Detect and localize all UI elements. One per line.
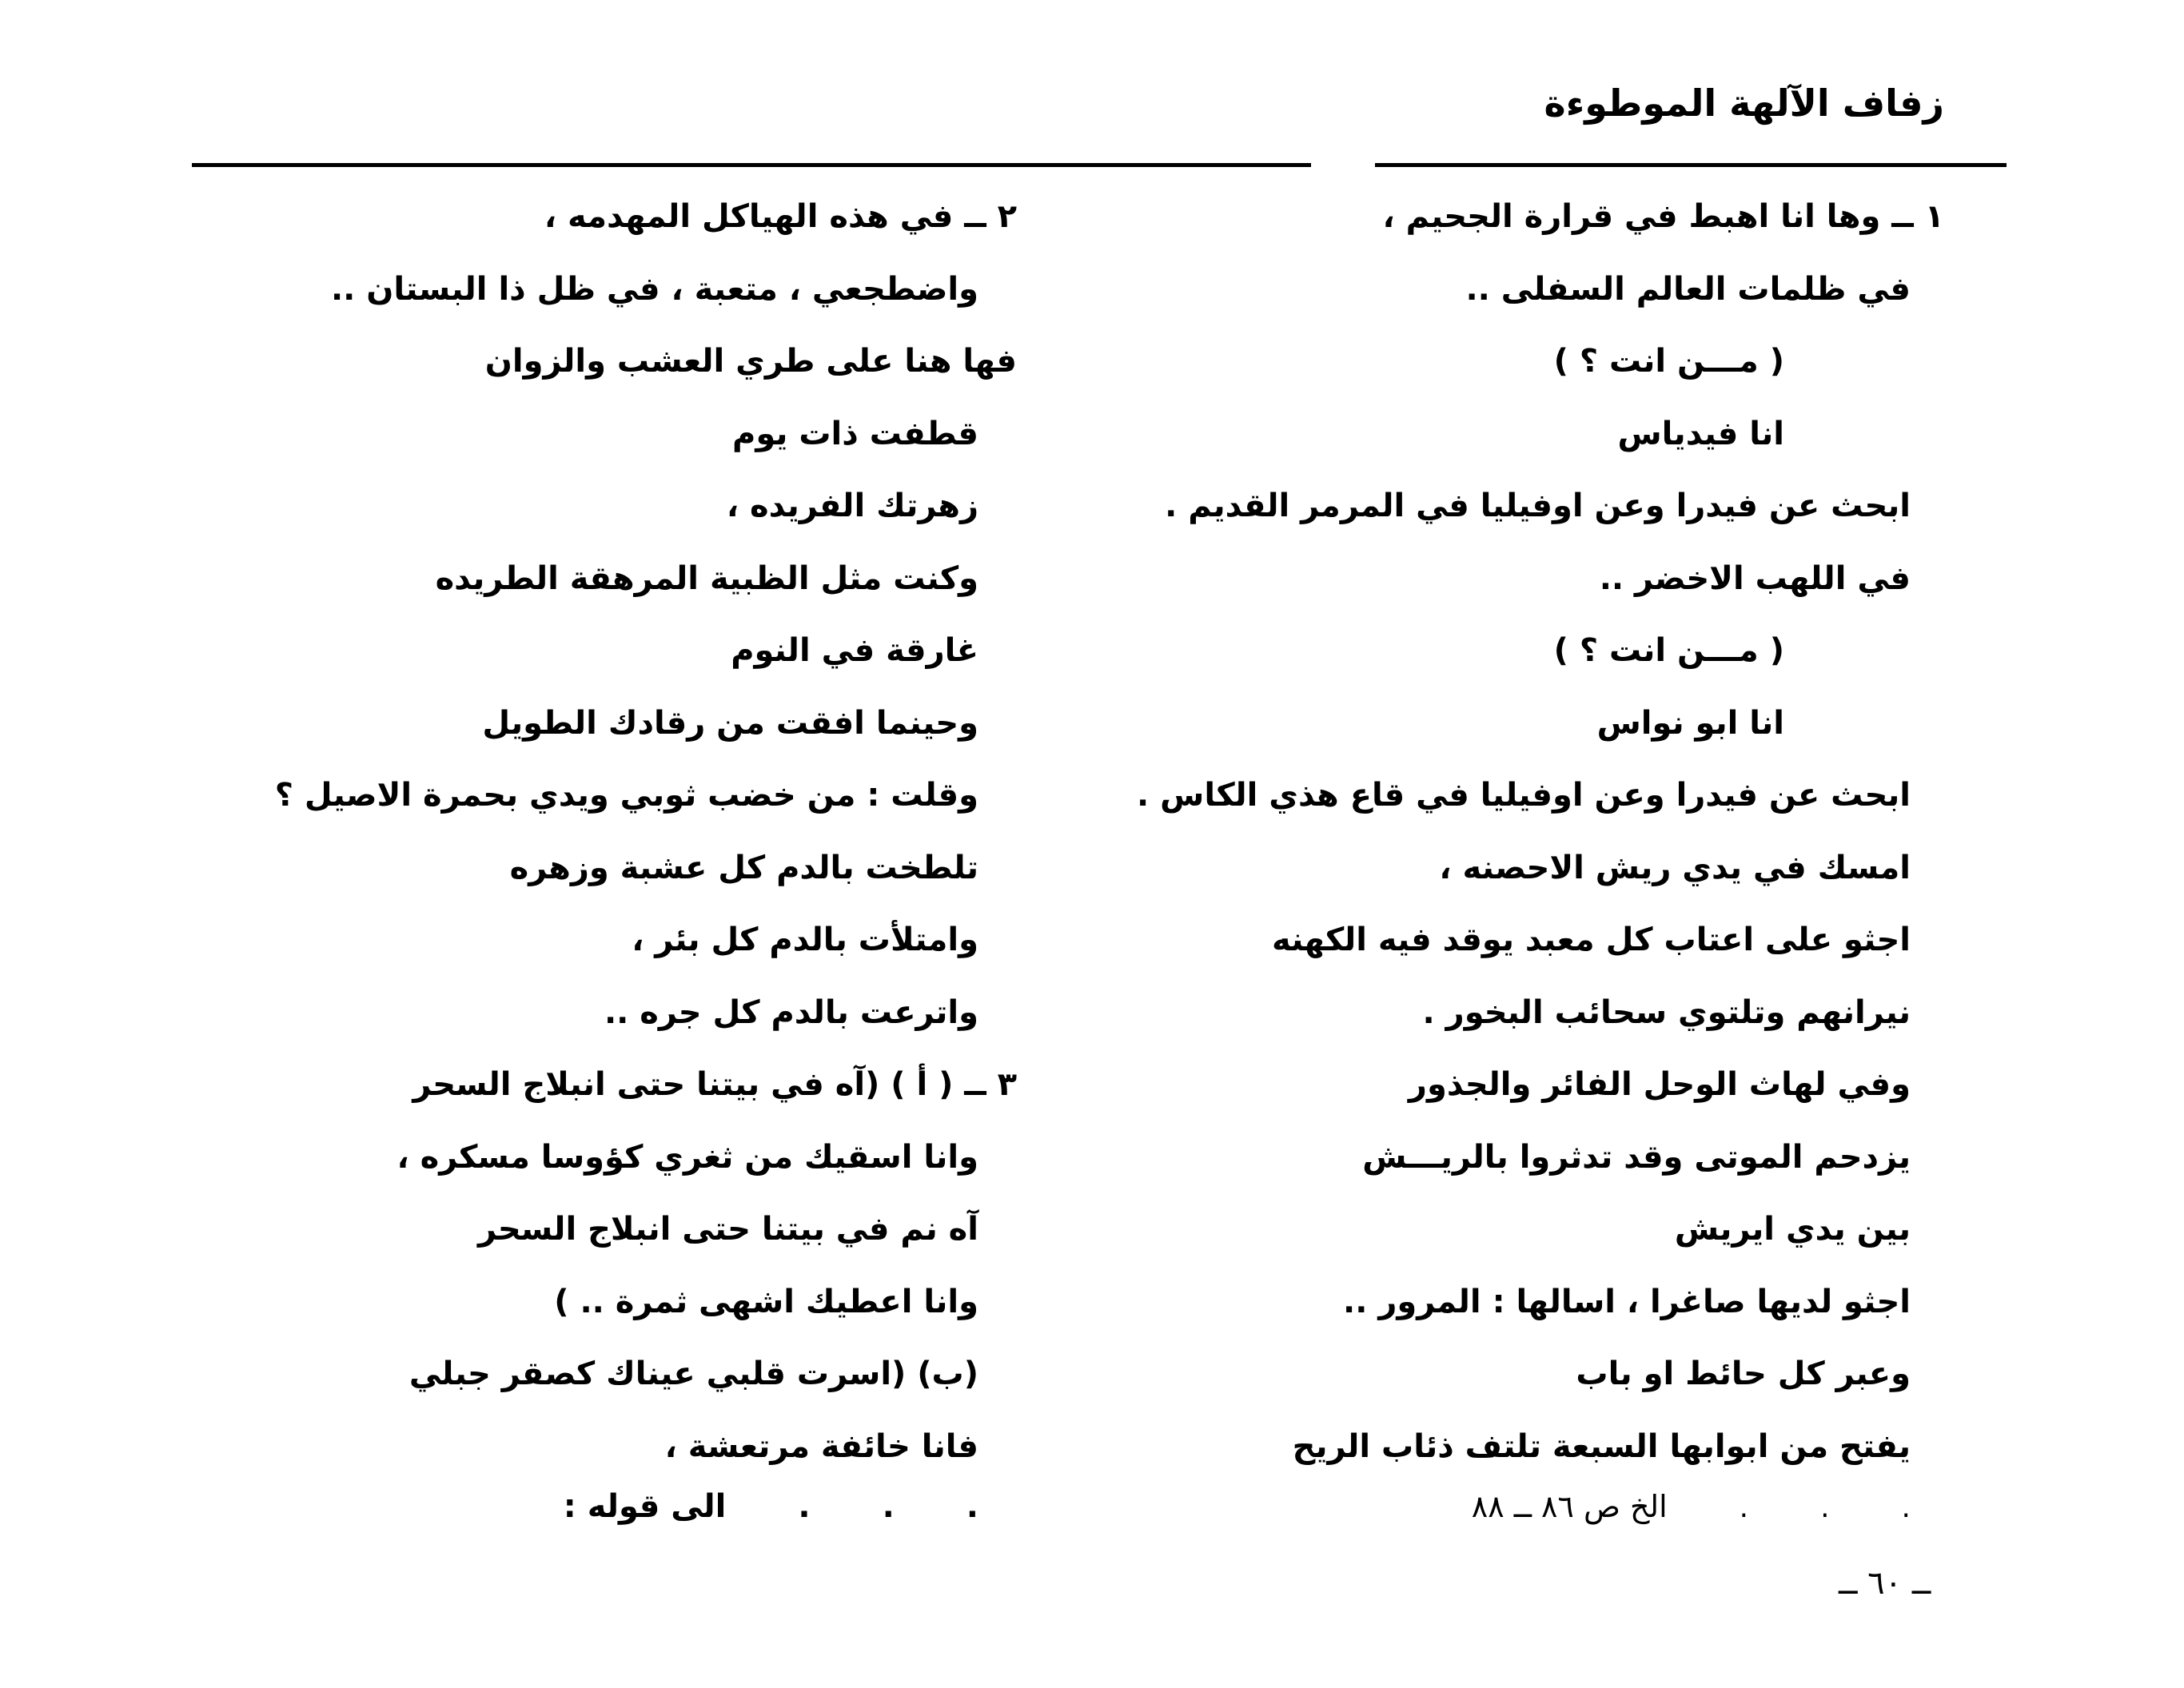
verse-line: ( مـــن انت ؟ ) [1553, 343, 1784, 380]
verse-line: وامتلأت بالدم كل بئر ، [632, 922, 978, 958]
ellipsis-dot: . [1820, 1491, 1830, 1524]
verse-line: ( مـــن انت ؟ ) [1553, 632, 1784, 669]
verse-line: وحينما افقت من رقادك الطويل [482, 704, 978, 742]
verse-line: في ظلمات العالم السفلى .. [1465, 270, 1911, 308]
verse-line: يزدحم الموتى وقد تدثروا بالريـــش [1362, 1138, 1911, 1176]
header-rule-right [1375, 163, 2007, 167]
poem-column-right [921, 181, 1944, 1531]
verse-line: بين يدي ايريش [1674, 1211, 1911, 1248]
verse-line: غارقة في النوم [731, 632, 978, 669]
poem-column-left [185, 181, 1017, 1531]
ellipsis-dot: . [882, 1488, 895, 1525]
verse-line: واضطجعي ، متعبة ، في ظل ذا البستان .. [330, 270, 978, 308]
page-number: ــ ٦٠ ــ [1839, 1565, 1931, 1602]
ellipsis-lead-in [185, 1483, 1017, 1531]
ellipsis-dot: . [1901, 1491, 1911, 1524]
verse-line: وانا اسقيك من ثغري كؤوسا مسكره ، [397, 1138, 978, 1176]
verse-line: فانا خائفة مرتعشة ، [664, 1427, 978, 1465]
verse-line: انا فيدياس [1617, 415, 1784, 452]
verse-line: انا ابو نواس [1596, 704, 1784, 742]
verse-line: يفتح من ابوابها السبعة تلتف ذئاب الريح [1292, 1427, 1911, 1465]
ellipsis-dot: . [798, 1488, 811, 1525]
page-reference: الخ ص ٨٦ ــ ٨٨ [1471, 1489, 1668, 1524]
header-rule-left [192, 163, 1311, 167]
verse-line: اجثو لديها صاغرا ، اسالها : المرور .. [1343, 1283, 1911, 1320]
verse-line: ابحث عن فيدرا وعن اوفيليا في قاع هذي الكاس . [1137, 777, 1911, 814]
verse-line: قطفت ذات يوم [732, 415, 978, 452]
verse-line: ٢ ــ في هذه الهياكل المهدمه ، [544, 198, 1017, 235]
verse-line: واترعت بالدم كل جره .. [604, 993, 978, 1031]
verse-line: وفي لهاث الوحل الفائر والجذور [1408, 1066, 1911, 1103]
verse-line: (ب) (اسرت قلبي عيناك كصقر جبلي [409, 1356, 978, 1392]
verse-line: آه نم في بيتنا حتى انبلاج السحر [478, 1211, 978, 1248]
verse-line: اجثو على اعتاب كل معبد يوقد فيه الكهنه [1271, 922, 1911, 958]
lead-in-text: الى قوله : [563, 1488, 727, 1525]
verse-line: فها هنا على طري العشب والزوان [484, 343, 1017, 380]
verse-line: وعبر كل حائط او باب [1576, 1356, 1911, 1392]
verse-line: امسك في يدي ريش الاحصنه ، [1439, 849, 1911, 886]
verse-line: تلطخت بالدم كل عشبة وزهره [509, 849, 978, 886]
running-head: زفاف الآلهة الموطوءة [1544, 82, 1944, 125]
ellipsis-reference [921, 1483, 1944, 1531]
ellipsis-dot: . [1739, 1491, 1749, 1524]
verse-line: في اللهب الاخضر .. [1599, 559, 1911, 597]
verse-line: وكنت مثل الظبية المرهقة الطريده [435, 559, 978, 597]
verse-line: ١ ــ وها انا اهبط في قرارة الجحيم ، [1382, 198, 1944, 235]
verse-line: ابحث عن فيدرا وعن اوفيليا في المرمر القديم . [1165, 488, 1911, 524]
verse-line: ٣ ــ ( أ ) (آه في بيتنا حتى انبلاج السحر [412, 1066, 1017, 1103]
verse-line: وانا اعطيك اشهى ثمرة .. ) [554, 1283, 978, 1320]
verse-line: نيرانهم وتلتوي سحائب البخور . [1422, 993, 1911, 1031]
verse-line: زهرتك الفريده ، [726, 488, 978, 524]
ellipsis-dot: . [966, 1488, 978, 1525]
verse-line: وقلت : من خضب ثوبي ويدي بحمرة الاصيل ؟ [274, 777, 978, 814]
